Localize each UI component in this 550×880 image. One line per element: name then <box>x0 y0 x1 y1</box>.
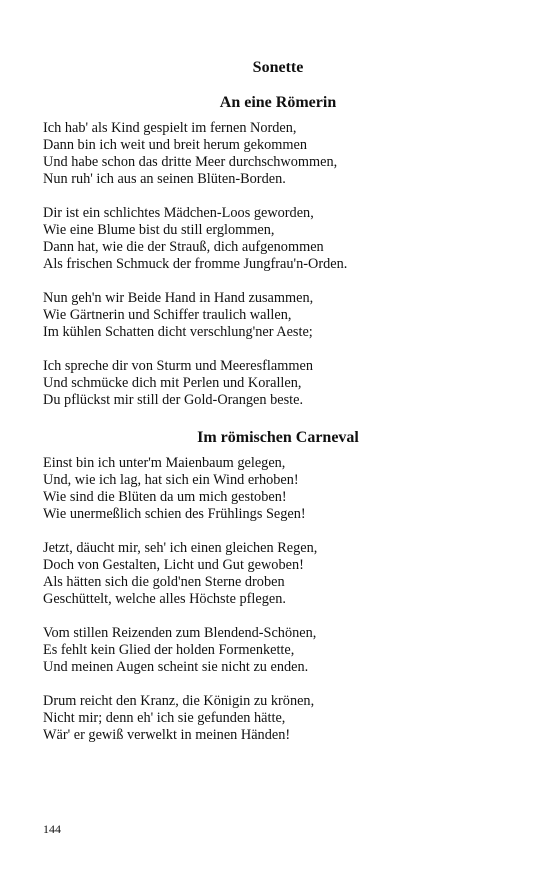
verse-line: Dann bin ich weit und breit herum gekommen <box>43 137 308 153</box>
verse-line: Jetzt, däucht mir, seh' ich einen gleichen Regen, <box>43 540 318 556</box>
poem-im-roemischen-carneval <box>43 428 513 744</box>
verse-line: Als frischen Schmuck der fromme Jungfrau'n-Orden. <box>43 256 348 272</box>
stanza <box>43 540 513 608</box>
verse-line: Dann hat, wie die der Strauß, dich aufgenommen <box>43 239 324 255</box>
verse-line: Nicht mir; denn eh' ich sie gefunden hätte, <box>43 710 286 726</box>
verse-line: Dir ist ein schlichtes Mädchen-Loos geworden, <box>43 205 314 221</box>
stanza <box>43 358 513 409</box>
verse-line: Und, wie ich lag, hat sich ein Wind erhoben! <box>43 472 299 488</box>
verse-line: Wie unermeßlich schien des Frühlings Segen! <box>43 506 306 522</box>
verse-line: Wär' er gewiß verwelkt in meinen Händen! <box>43 727 291 743</box>
verse-line: Drum reicht den Kranz, die Königin zu krönen, <box>43 693 315 709</box>
verse-line: Wie sind die Blüten da um mich gestoben! <box>43 489 287 505</box>
verse-line: Und meinen Augen scheint sie nicht zu enden. <box>43 659 309 675</box>
verse-line: Als hätten sich die gold'nen Sterne droben <box>43 574 285 590</box>
verse-line: Ich spreche dir von Sturm und Meeresflammen <box>43 358 313 374</box>
verse-line: Geschüttelt, welche alles Höchste pflegen. <box>43 591 286 607</box>
stanza <box>43 120 513 188</box>
verse-line: Wie Gärtnerin und Schiffer traulich wallen, <box>43 307 292 323</box>
verse-line: Du pflückst mir still der Gold-Orangen beste. <box>43 392 304 408</box>
verse-line: Doch von Gestalten, Licht und Gut gewoben! <box>43 557 304 573</box>
page-number: 144 <box>43 822 61 836</box>
poem-title: Im römischen Carneval <box>197 429 359 446</box>
stanza <box>43 205 513 273</box>
verse-line: Ich hab' als Kind gespielt im fernen Norden, <box>43 120 297 136</box>
poem-an-eine-roemerin <box>43 93 513 409</box>
stanza <box>43 290 513 341</box>
stanza <box>43 455 513 523</box>
stanza <box>43 625 513 676</box>
section-title: Sonette <box>252 59 304 76</box>
verse-line: Nun geh'n wir Beide Hand in Hand zusammen, <box>43 290 314 306</box>
verse-line: Und habe schon das dritte Meer durchschwommen, <box>43 154 338 170</box>
verse-line: Vom stillen Reizenden zum Blendend-Schönen, <box>43 625 317 641</box>
verse-line: Nun ruh' ich aus an seinen Blüten-Borden. <box>43 171 286 187</box>
page-body <box>43 58 513 744</box>
verse-line: Einst bin ich unter'm Maienbaum gelegen, <box>43 455 286 471</box>
stanza <box>43 693 513 744</box>
poem-title: An eine Römerin <box>219 94 337 111</box>
verse-line: Es fehlt kein Glied der holden Formenkette, <box>43 642 295 658</box>
verse-line: Im kühlen Schatten dicht verschlung'ner Aeste; <box>43 324 313 340</box>
verse-line: Wie eine Blume bist du still erglommen, <box>43 222 275 238</box>
verse-line: Und schmücke dich mit Perlen und Korallen, <box>43 375 302 391</box>
